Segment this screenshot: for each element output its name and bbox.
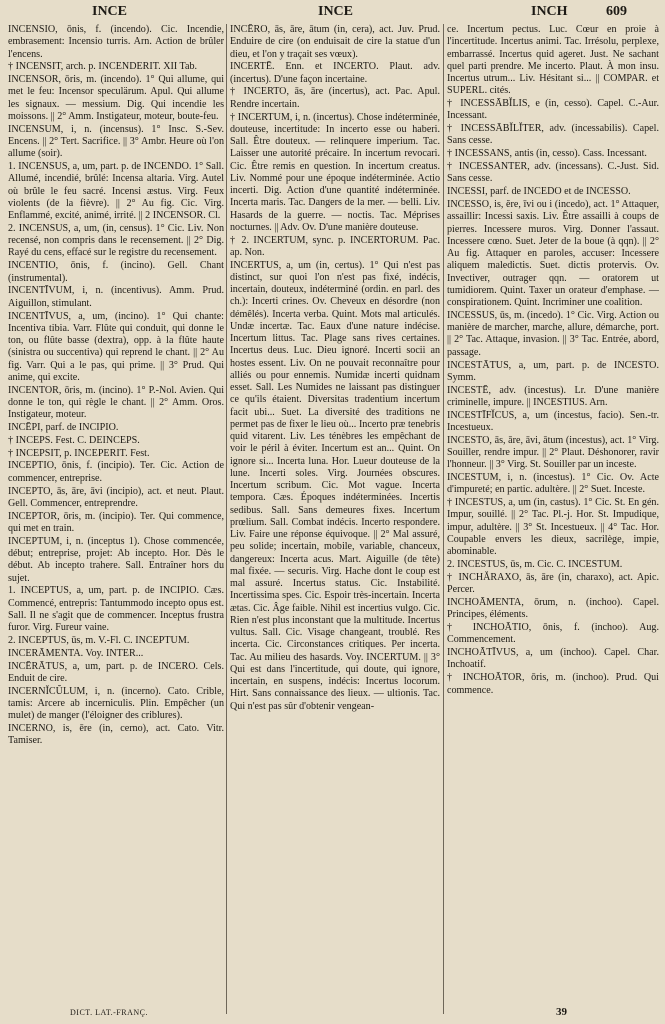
page-number: 609	[606, 4, 627, 19]
entry: INCESSO, is, ĕre, īvi ou i (incedo), act. 1° Attaquer, assaillir: Incessi saxis. Liv. Être assailli à coups de pierres. Incessere muros. Virg. Donner l'assaut. Incessere cœno. Suet. Jeter de la boue (à qqn). || 2° Au fig. Attaquer en paroles, accuser: Incessere aliquem maledictis. Suet. dictis protervis. Ov. Invectiver, outrager qqn. — oratorem ut tumidiorem. Quint. Taxer un orateur d'emphase. — conspirationem. Quint. Incriminer une coalition.	[447, 199, 659, 309]
entry: INCENTĪVUS, a, um, (incino). 1° Qui chante: Incentiva tibia. Varr. Flûte qui conduit, qui donne le ton, ou flûte basse (dextra), opp. à la flûte haute (sinistra ou succentiva) qui reprend le chant. || 2° Au fig. Varr. Qui a le pas, qui prime. || 3° Prud. Qui anime, qui excite.	[8, 310, 224, 383]
entry: INCERTUS, a, um (in, certus). 1° Qui n'est pas distinct, sur quoi l'on n'est pas fixé, indécis, incertain, douteux, indéterminé (ordin. en parl. des ch.): Incerti crines. Ov. Cheveux en désordre (non démêlés). Incerta verba. Quint. Mots mal articulés. Undæ incertæ. Tac. Eaux d'une nature indécise. Incertum littus. Tac. Plage sans rives certaines. Incertus deus. Luc. Dieu ignoré. Incerti socii an hostes essent. Liv. On ne pouvait reconnaître pour alliés ou pour ennemis. Numidæ incerti quidnam esset. Sall. Les Numides ne laissant pas distinguer ce qu'ils étaient. Diversitas tradentium incertum facit ubi... Suet. La diversité des traditions ne permet pas de fixer le lieu où... Incerto præ tenebris quid vitarent. Liv. Les ténèbres les empêchant de voir le péril à éviter. Incertum est an... Quint. On ignore si... Incerta luna. Hor. Lueur douteuse de la lune. Incerti soles. Virg. Journées obscures. Incertum scribum. Cic. Mot vague. Incerta tempora. Cæs. Époques indéterminées. Incertis sedibus. Sall. Sans demeures fixes. Incertum prœlium. Sall. Combat indécis. Incerto respondere. Liv. Faire une réponse équivoque. || 2° Mal assuré, peu solide; incertain, mobile, variable, chanceux, dangereux: Incerta acus. Mart. Aiguille (de tête) mal fixée. — securis. Virg. Hache dont le coup est mal assuré. Incertus status. Cic. Instabilité. Incertissima spes. Cic. Espoir très-incertain. Incerta ætas. Cic. Âge faible. Nihil est incertius vulgo. Cic. Rien n'est plus inconstant que la multitude. Incertus vultus. Sall. Cic. Visage changeant, troublé. Res incerta. Cic. Circonstances critiques. Per incerta. Tac. Au milieu des hasards. Voy. INCERTUM. || 3° Qui est dans l'incertitude, qui doute, qui ignore, incertain, en suspens, indécis: Incertus locorum. Hirt. Sans connaissance des lieux. — ultionis. Tac. Qui n'est pas sûr d'obtenir vengean-	[230, 259, 440, 712]
entry: INCESTUM, i, n. (incestus). 1° Cic. Ov. Acte d'impureté; en partic. adultère. || 2° Suet. Inceste.	[447, 472, 659, 496]
header-left: INCE	[92, 4, 128, 19]
signature-mark: 39	[556, 1006, 567, 1018]
entry: † INCENSIT, arch. p. INCENDERIT. XII Tab.	[8, 61, 198, 73]
column-rule	[226, 24, 227, 1014]
entry: INCENSUM, i, n. (incensus). 1° Insc. S.-Sev. Encens. || 2° Tert. Sacrifice. || 3° Ambr. Heure où l'on allume (soir).	[8, 123, 224, 160]
entry: † INCESTUS, a, um (in, castus). 1° Cic. St. En gén. Impur, souillé. || 2° Tac. Pl.-j. Hor. St. Impudique, impur, adultère. || 3° St. Incestueux. || 4° Tac. Hor. Coupable envers les dieux, sacrilège, impie, abominable.	[447, 497, 659, 558]
footer-title: DICT. LAT.-FRANÇ.	[70, 1008, 148, 1017]
column-1	[8, 24, 224, 1008]
entry: INCESTĪFĬCUS, a, um (incestus, facio). Sen.-tr. Incestueux.	[447, 409, 659, 433]
entry: 1. INCEPTUS, a, um, part. p. de INCIPIO. Cæs. Commencé, entrepris: Tantummodo incepto opus est. Sall. Il ne s'agit que de commencer. Inceptus frustra furor. Virg. Fureur vaine.	[8, 585, 224, 634]
entry: INCESSI, parf. de INCEDO et de INCESSO.	[447, 186, 631, 198]
entry: INCĒPI, parf. de INCIPIO.	[8, 421, 119, 433]
entry: † INCERTUM, i, n. (incertus). Chose indéterminée, douteuse, incertitude: In incerto esse ou haberi. Sall. Être douteux. — relinquere imperium. Tac. Laisser une autorité précaire. In incertum revocari. Cic. Être remis en question. In incertum creatus. Liv. Nommé pour une époque indéterminée. Actio incerti. Dig. Action d'une quantité indéterminée. Incerta maris. Tac. Dangers de la mer. — belli. Liv. Hasards de la guerre. — noctis. Tac. Méprises nocturnes. || Adv. Ov. D'une manière douteuse.	[230, 111, 440, 233]
entry: INCENSOR, ōris, m. (incendo). 1° Qui allume, qui met le feu: Incensor speculärum. Apul. Qui allume les signaux. — messium. Dig. Qui incendie les moissons. || 2° Amm. Instigateur, moteur, boute-feu.	[8, 74, 224, 122]
entry: INCESSUS, ūs, m. (incedo). 1° Cic. Virg. Action ou manière de marcher, marche, allure, démarche, port. || 2° Tac. Attaque, invasion. || 3° Tac. Entrée, abord, passage.	[447, 309, 659, 358]
entry: † INCHOĀTIO, ōnis, f. (inchoo). Aug. Commencement.	[447, 622, 659, 646]
entry: INCENTOR, ōris, m. (incino). 1° P.-Nol. Avien. Qui donne le ton, qui règle le chant. || 2° Amm. Oros. Instigateur, moteur.	[8, 384, 224, 421]
entry: 2. INCENSUS, a, um, (in, census). 1° Cic. Liv. Non recensé, non compris dans le recensement. || 2° Dig. Rayé du cens, effacé sur le registre du recensement.	[8, 222, 224, 259]
entry: † INCEPSIT, p. INCEPERIT. Fest.	[8, 447, 150, 459]
running-header	[0, 4, 665, 24]
entry: † INCESSĀBĬLĬTER, adv. (incessabilis). Capel. Sans cesse.	[447, 123, 659, 147]
entry: INCHOĀMENTA, ōrum, n. (inchoo). Capel. Principes, éléments.	[447, 597, 659, 621]
entry: 2. INCESTUS, ūs, m. Cic. C. INCESTUM.	[447, 559, 623, 571]
entry: INCĒRO, ās, āre, ātum (in, cera), act. Juv. Prud. Enduire de cire (on enduisait de cire la statue d'un dieu, et l'on y traçait ses vœux).	[230, 24, 440, 60]
entry: † INCESSANS, antis (in, cesso). Cass. Incessant.	[447, 148, 647, 160]
entry: † INCESSANTER, adv. (incessans). C.-Just. Sid. Sans cesse.	[447, 161, 659, 185]
header-middle: INCE	[318, 4, 354, 19]
entry: INCESTĀTUS, a, um, part. p. de INCESTO. Symm.	[447, 359, 659, 383]
entry: † INCESSĀBĬLIS, e (in, cesso). Capel. C.-Aur. Incessant.	[447, 98, 659, 122]
entry: INCERNO, is, ēre (in, cerno), act. Cato. Vitr. Tamiser.	[8, 723, 224, 747]
entry: † INCERTO, ās, āre (incertus), act. Pac. Apul. Rendre incertain.	[230, 86, 440, 110]
entry: INCESTO, ās, āre, āvi, ātum (incestus), act. 1° Virg. Souiller, rendre impur. || 2° Plaut. Déshonorer, ravir l'honneur. || 3° Virg. St. Souiller par un inceste.	[447, 434, 659, 471]
entry: INCHOĀTĪVUS, a, um (inchoo). Capel. Char. Inchoatif.	[447, 647, 659, 671]
entry: † INCEPS. Fest. C. DEINCEPS.	[8, 434, 140, 446]
header-right: INCH	[531, 4, 568, 19]
entry: INCENTIO, ōnis, f. (incino). Gell. Chant (instrumental).	[8, 260, 224, 284]
column-2	[230, 24, 440, 1008]
entry: INCEPTO, ās, āre, āvi (incipio), act. et neut. Plaut. Gell. Commencer, entreprendre.	[8, 485, 224, 509]
column-rule	[443, 24, 444, 1014]
entry: INCERNĬCŬLUM, i, n. (incerno). Cato. Crible, tamis: Arcere ab incerniculis. Plin. Empêcher (un mulet) de manger (l'éloigner des criblures).	[8, 685, 224, 722]
entry: INCESTĒ, adv. (incestus). Lr. D'une manière criminelle, impure. || INCESTIUS. Arn.	[447, 384, 659, 408]
entry: INCEPTIO, ōnis, f. (incipio). Ter. Cic. Action de commencer, entreprise.	[8, 460, 224, 484]
entry: INCENSIO, ōnis, f. (incendo). Cic. Incendie, embrasement: Incensio turris. Arn. Action de brûler l'encens.	[8, 24, 224, 60]
entry: † INCHOĀTOR, ōris, m. (inchoo). Prud. Qui commence.	[447, 672, 659, 696]
entry: 2. INCEPTUS, ūs, m. V.-Fl. C. INCEPTUM.	[8, 634, 190, 646]
entry: INCEPTUM, i, n. (inceptus 1). Chose commencée, début; entreprise, projet: Ab incepto. Hor. Dès le début. Ab incepto trahere. Sall. Entraîner hors du sujet.	[8, 535, 224, 584]
entry: † INCHĂRAXO, ās, āre (in, charaxo), act. Apic. Percer.	[447, 571, 659, 596]
column-3	[447, 24, 659, 1008]
entry: † 2. INCERTUM, sync. p. INCERTORUM. Pac. ap. Non.	[230, 234, 440, 258]
entry: 1. INCENSUS, a, um, part. p. de INCENDO. 1° Sall. Allumé, incendié, brûlé: Incensa altaria. Virg. Autel où brûle le feu sacré. Incensi æstus. Virg. Feux violents (de la fièvre). || 2° Au fig. Cic. Virg. Enflammé, excité, animé, irrité. || 2 INCENSOR. Cl.	[8, 161, 224, 222]
entry: INCERTĒ. Enn. et INCERTO. Plaut. adv. (incertus). D'une façon incertaine.	[230, 61, 440, 85]
entry: ce. Incertum pectus. Luc. Cœur en proie à l'incertitude. Incertus animi. Tac. Irrésolu, perplexe, embarrassé. Incertus quid ageret. Just. Ne sachant quel parti prendre. Me incerto. Plaut. À mon insu. Incertus utrum... Liv. Hésitant si... || COMPAR. et SUPERL. cités.	[447, 24, 659, 97]
entry: INCĒRĀTUS, a, um, part. p. de INCERO. Cels. Enduit de cire.	[8, 660, 224, 684]
entry: INCENTĪVUM, i, n. (incentivus). Amm. Prud. Aiguillon, stimulant.	[8, 285, 224, 309]
entry: INCEPTOR, ōris, m. (incipio). Ter. Qui commence, qui met en train.	[8, 510, 224, 534]
entry: INCERĀMENTA. Voy. INTER...	[8, 647, 144, 659]
